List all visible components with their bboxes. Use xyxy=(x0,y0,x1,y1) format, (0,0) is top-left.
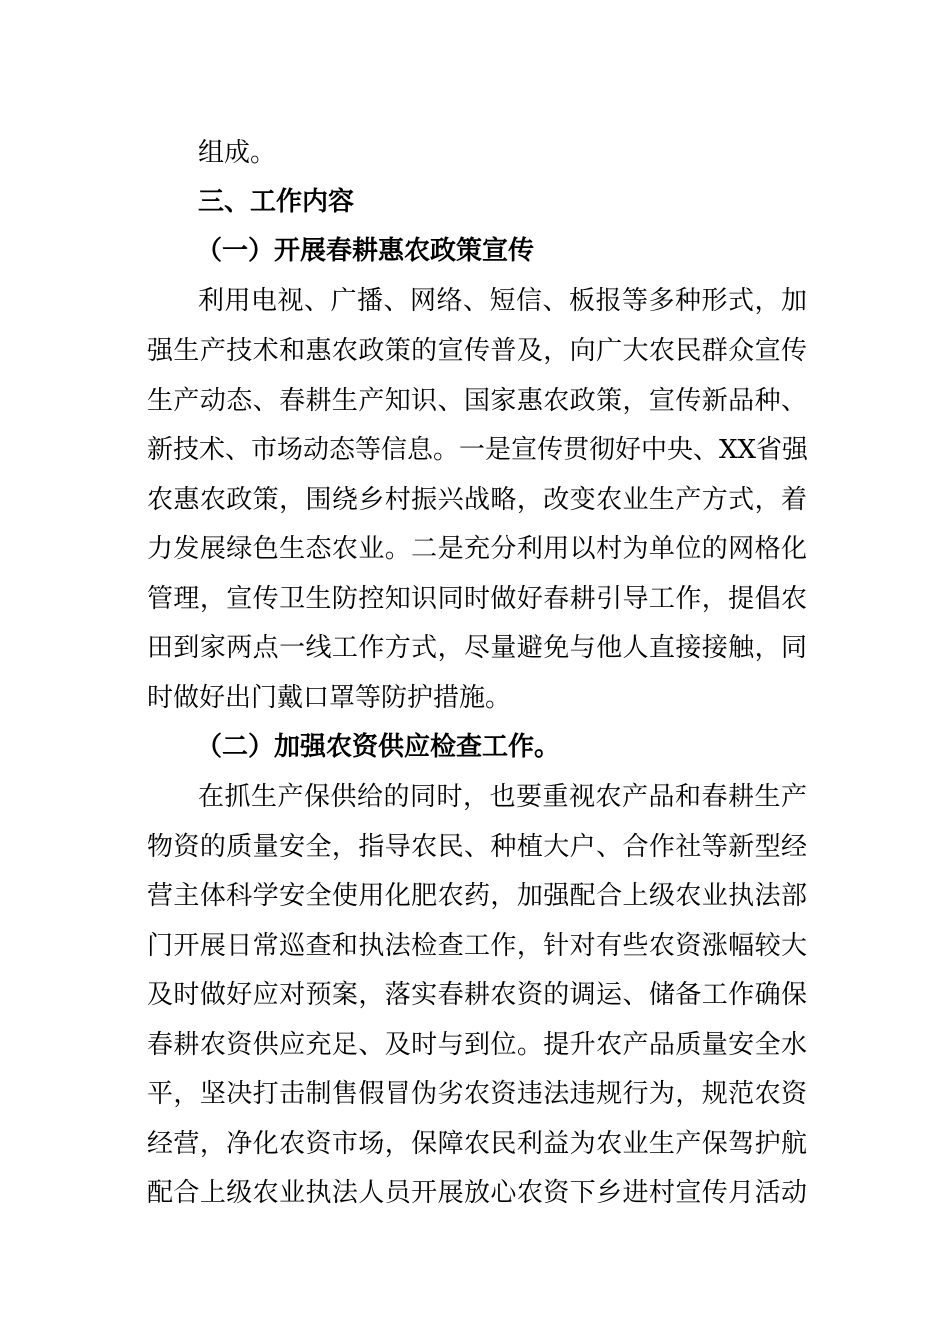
section3-heading: 三、工作内容 xyxy=(198,187,355,217)
sub1-line-3: 生产动态、春耕生产知识、国家惠农政策，宣传新品种、 xyxy=(147,386,807,416)
sub2-line-4: 门开展日常巡查和执法检查工作，针对有些农资涨幅较大 xyxy=(147,931,807,961)
sub2-line-9: 配合上级农业执法人员开展放心农资下乡进村宣传月活动 xyxy=(147,1178,807,1208)
sub1-heading: （一）开展春耕惠农政策宣传 xyxy=(196,236,535,266)
sub1-line-5: 农惠农政策，围绕乡村振兴战略，改变农业生产方式，着 xyxy=(147,485,807,515)
sub2-heading: （二）加强农资供应检查工作。 xyxy=(196,732,561,762)
sub2-line-2: 物资的质量安全，指导农民、种植大户、合作社等新型经 xyxy=(147,832,807,862)
sub1-line-7: 管理，宣传卫生防控知识同时做好春耕引导工作，提倡农 xyxy=(147,584,807,614)
sub2-line-1: 在抓生产保供给的同时，也要重视农产品和春耕生产 xyxy=(198,782,807,812)
sub1-line-6: 力发展绿色生态农业。二是充分利用以村为单位的网格化 xyxy=(147,534,807,564)
sub2-line-5: 及时做好应对预案，落实春耕农资的调运、储备工作确保 xyxy=(147,980,807,1010)
sub1-line-9: 时做好出门戴口罩等防护措施。 xyxy=(147,683,512,713)
sub1-line-1: 利用电视、广播、网络、短信、板报等多种形式，加 xyxy=(198,286,807,316)
sub1-line-8: 田到家两点一线工作方式，尽量避免与他人直接接触，同 xyxy=(147,633,807,663)
sub2-line-8: 经营，净化农资市场，保障农民利益为农业生产保驾护航 xyxy=(147,1129,807,1159)
sub1-line-2: 强生产技术和惠农政策的宣传普及，向广大农民群众宣传 xyxy=(147,336,807,366)
sub2-line-3: 营主体科学安全使用化肥农药，加强配合上级农业执法部 xyxy=(147,881,807,911)
sub1-line-4: 新技术、市场动态等信息。一是宣传贯彻好中央、XX省强 xyxy=(147,435,809,465)
sub2-line-6: 春耕农资供应充足、及时与到位。提升农产品质量安全水 xyxy=(147,1030,807,1060)
intro-end-text: 组成。 xyxy=(198,138,277,168)
sub2-line-7: 平，坚决打击制售假冒伪劣农资违法违规行为，规范农资 xyxy=(147,1079,807,1109)
